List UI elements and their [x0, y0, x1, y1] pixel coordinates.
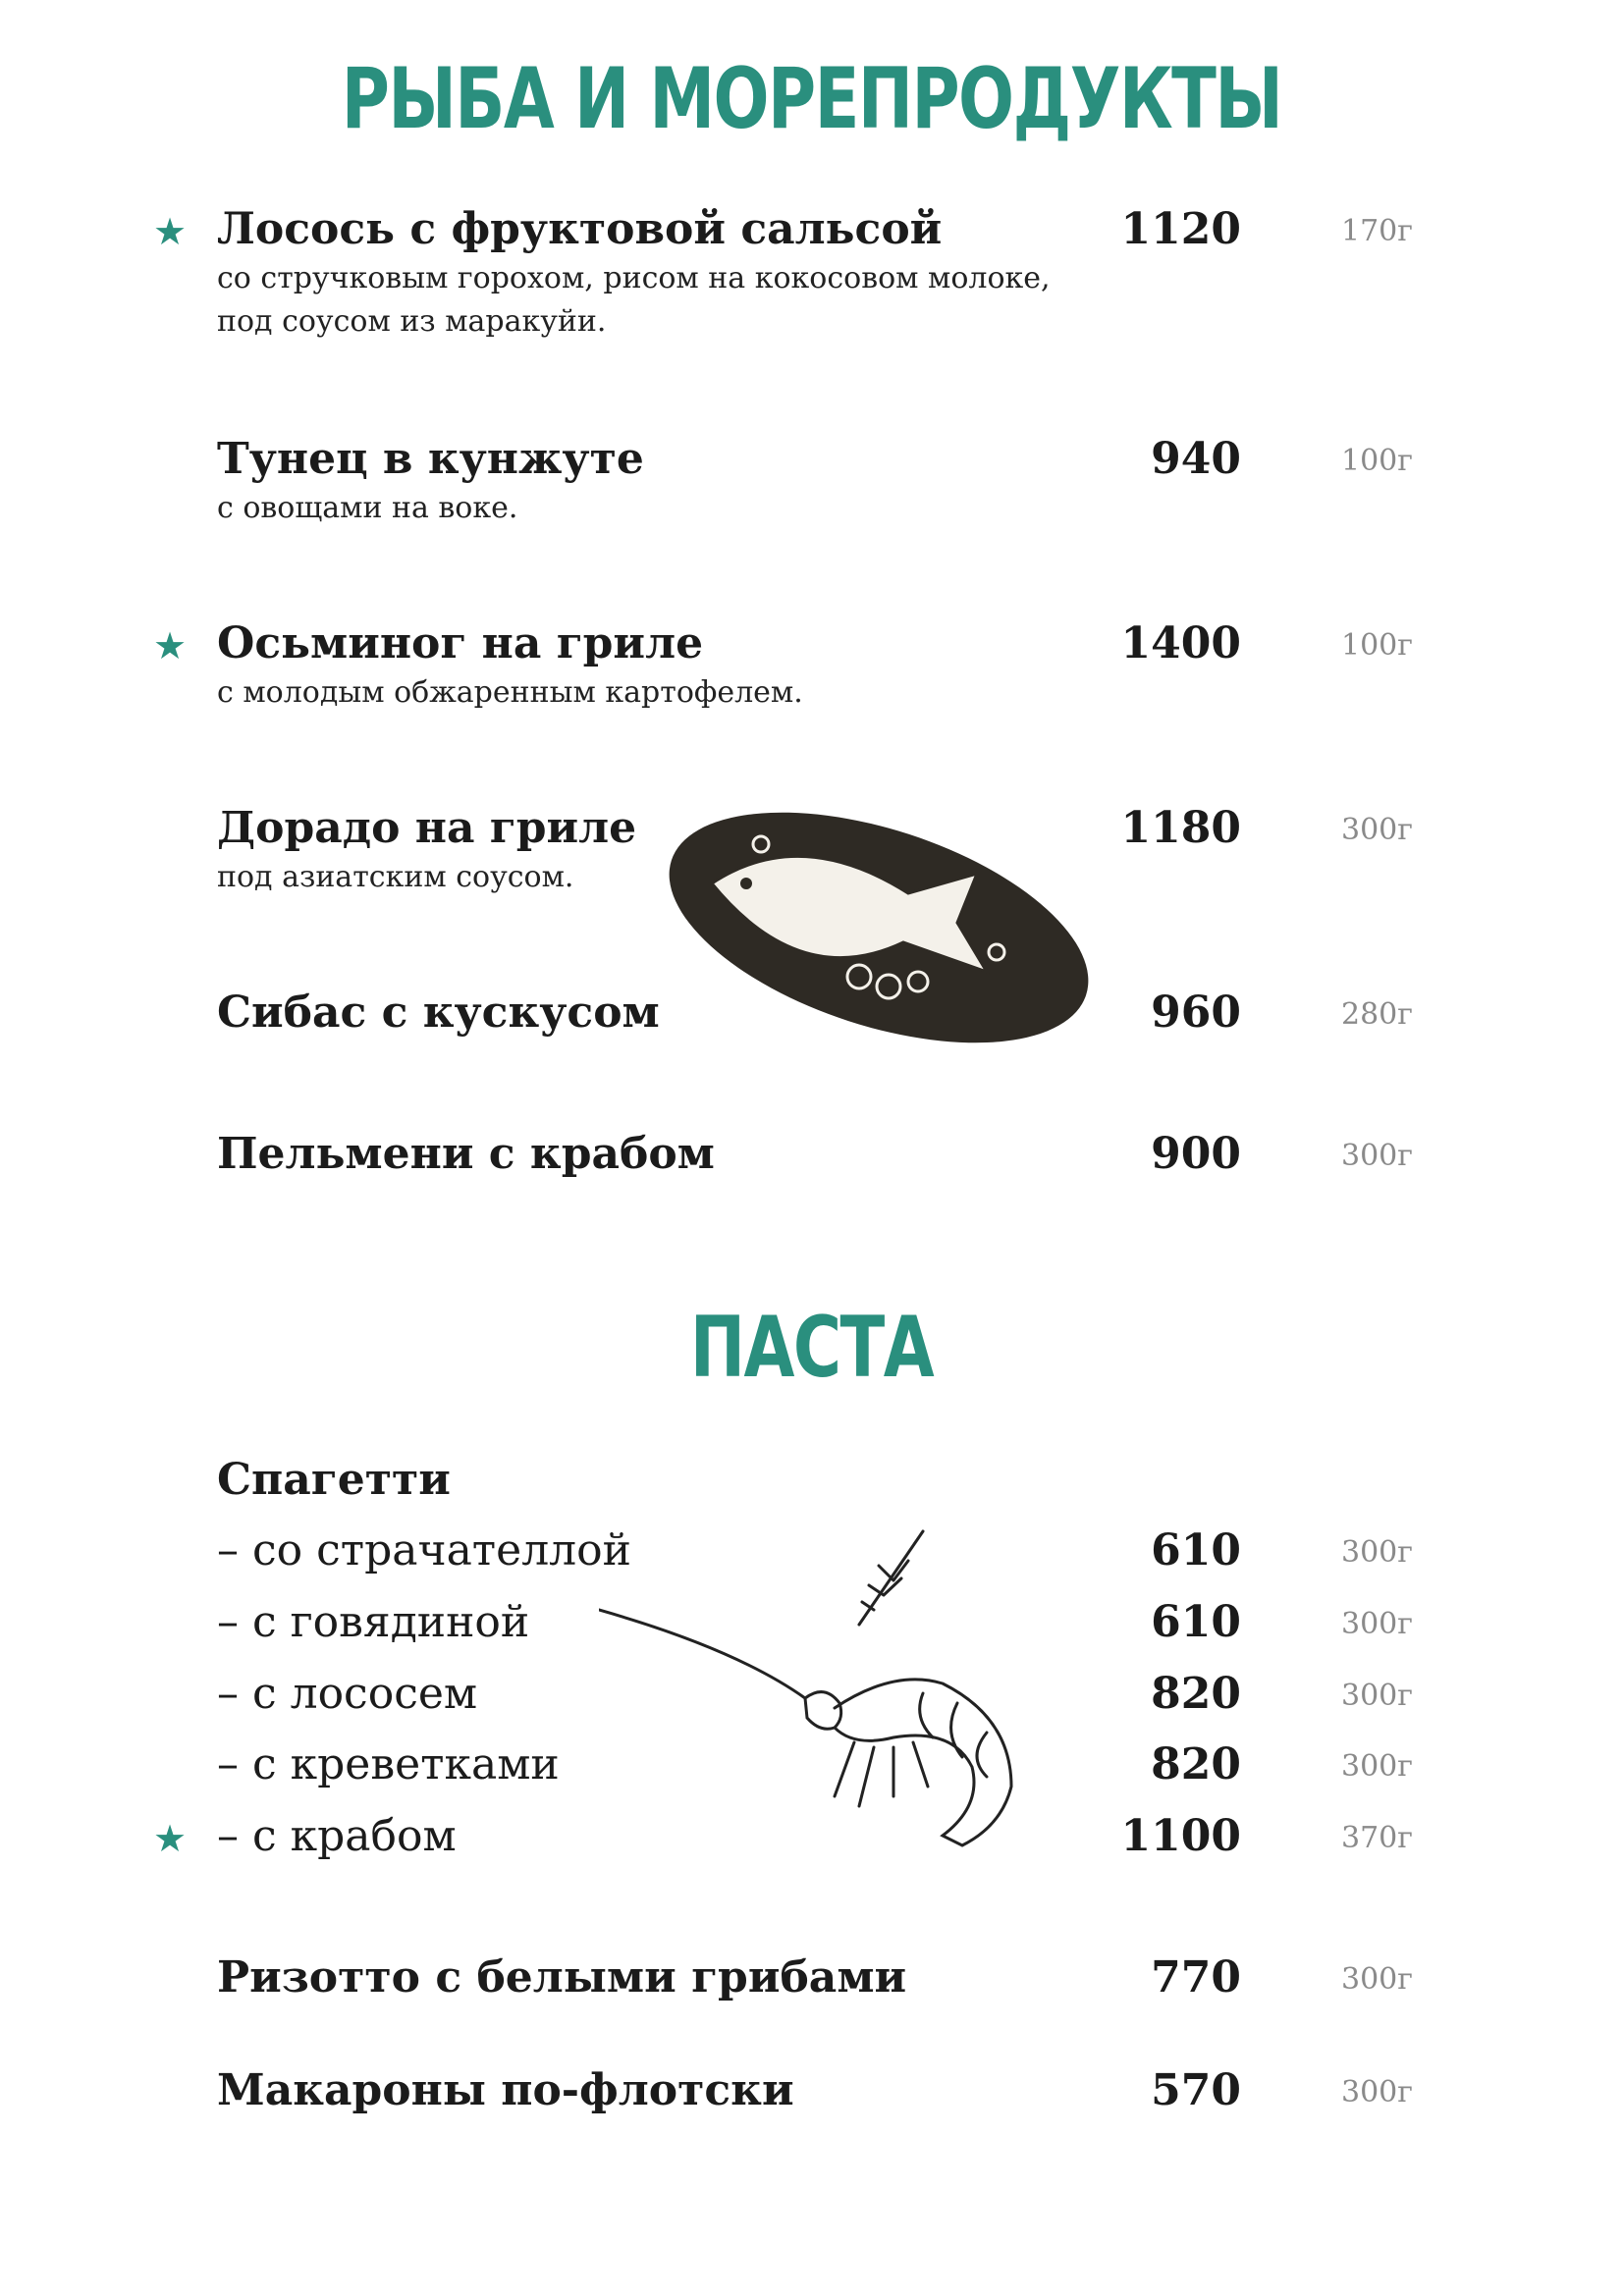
item-price: 900	[1151, 1129, 1241, 1179]
menu-item	[0, 1667, 1623, 1726]
item-price: 1180	[1120, 803, 1241, 853]
item-price: 570	[1151, 2065, 1241, 2115]
star-icon: ★	[153, 210, 188, 253]
item-price: 820	[1151, 1739, 1241, 1789]
item-description: под соусом из маракуйи.	[217, 304, 607, 339]
item-name: Пельмени с крабом	[217, 1129, 715, 1179]
item-name: Лосось с фруктовой сальсой	[217, 204, 943, 254]
item-price: 820	[1151, 1669, 1241, 1719]
item-price: 770	[1151, 1952, 1241, 2002]
group-heading	[0, 1453, 1623, 1512]
item-weight: 300г	[1341, 1535, 1413, 1570]
menu-item	[0, 202, 1623, 261]
item-weight: 100г	[1341, 444, 1413, 478]
item-description: с молодым обжаренным картофелем.	[217, 675, 803, 710]
item-description: с овощами на воке.	[217, 491, 518, 525]
item-weight: 300г	[1341, 1607, 1413, 1641]
menu-item	[0, 1523, 1623, 1582]
menu-item	[0, 986, 1623, 1044]
item-weight: 170г	[1341, 214, 1413, 248]
item-price: 940	[1151, 434, 1241, 484]
item-name: – с крабом	[217, 1811, 457, 1861]
menu-item	[0, 1127, 1623, 1186]
menu-item	[0, 1950, 1623, 2009]
item-weight: 300г	[1341, 813, 1413, 847]
menu-item	[0, 432, 1623, 491]
item-weight: 300г	[1341, 1749, 1413, 1784]
menu-item	[0, 1595, 1623, 1654]
item-name: – с креветками	[217, 1739, 560, 1789]
item-name: Дорадо на гриле	[217, 803, 637, 853]
item-price: 610	[1151, 1525, 1241, 1575]
item-name: Ризотто с белыми грибами	[217, 1952, 907, 2002]
menu-item	[0, 2063, 1623, 2122]
item-name: – с лососем	[217, 1669, 478, 1719]
item-weight: 300г	[1341, 1139, 1413, 1173]
item-name: Осьминог на гриле	[217, 618, 704, 668]
section-title-seafood: РЫБА И МОРЕПРОДУКТЫ	[341, 50, 1282, 148]
item-price: 1120	[1120, 204, 1241, 254]
star-icon: ★	[153, 1817, 188, 1860]
menu-item	[0, 616, 1623, 675]
menu-item	[0, 1737, 1623, 1796]
item-weight: 300г	[1341, 2075, 1413, 2109]
item-name: Тунец в кунжуте	[217, 434, 644, 484]
item-name: – со страчателлой	[217, 1525, 631, 1575]
item-name: Макароны по-флотски	[217, 2065, 794, 2115]
section-title-pasta: ПАСТА	[689, 1299, 934, 1397]
item-price: 610	[1151, 1597, 1241, 1647]
group-name: Спагетти	[217, 1455, 451, 1505]
item-description: под азиатским соусом.	[217, 860, 574, 894]
item-weight: 370г	[1341, 1821, 1413, 1855]
menu-item	[0, 801, 1623, 860]
item-price: 1400	[1120, 618, 1241, 668]
item-price: 1100	[1120, 1811, 1241, 1861]
item-price: 960	[1151, 988, 1241, 1038]
item-weight: 300г	[1341, 1679, 1413, 1713]
item-name: – с говядиной	[217, 1597, 530, 1647]
star-icon: ★	[153, 624, 188, 667]
item-weight: 100г	[1341, 628, 1413, 663]
menu-item	[0, 1809, 1623, 1868]
item-name: Сибас с кускусом	[217, 988, 660, 1038]
item-weight: 300г	[1341, 1962, 1413, 1997]
item-description: со стручковым горохом, рисом на кокосовом молоке,	[217, 261, 1051, 295]
item-weight: 280г	[1341, 997, 1413, 1032]
